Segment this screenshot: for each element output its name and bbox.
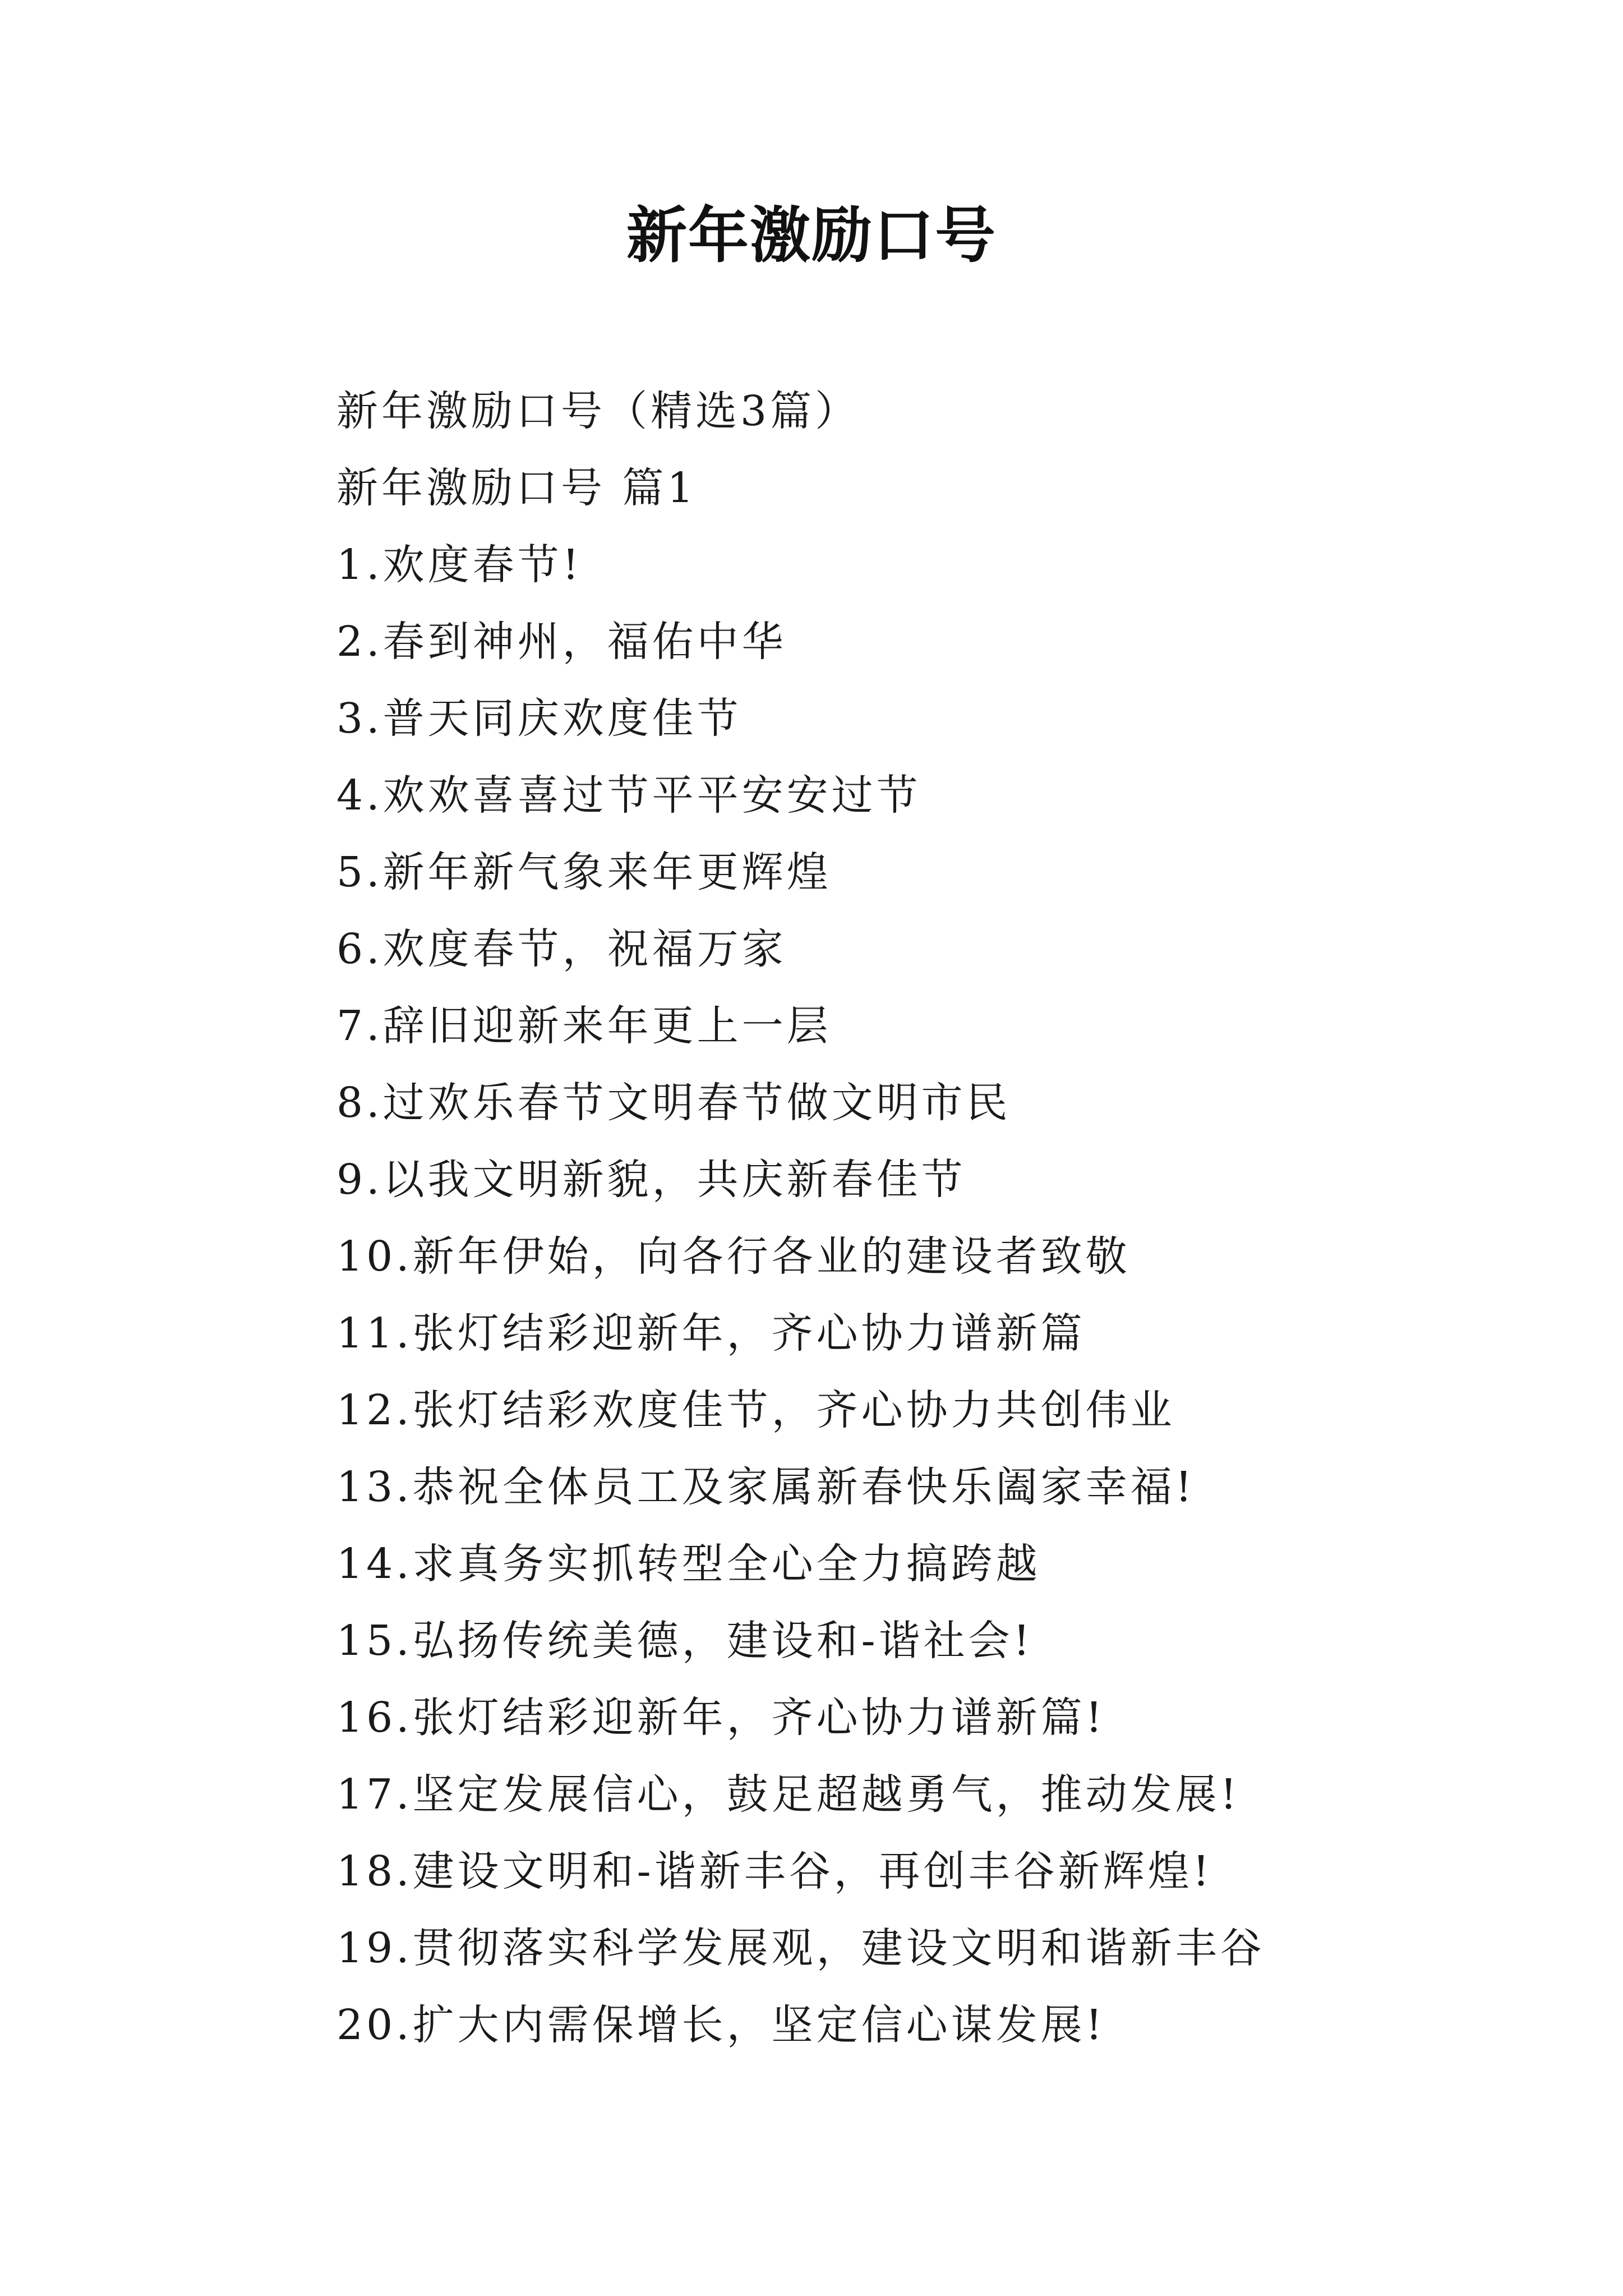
- slogan-item: 20.扩大内需保增长，坚定信心谋发展!: [336, 2001, 1106, 2049]
- document-title: 新年激励口号: [626, 200, 997, 271]
- slogan-item: 11.张灯结彩迎新年，齐心协力谱新篇: [336, 1309, 1086, 1358]
- slogan-item: 13.恭祝全体员工及家属新春快乐阖家幸福!: [336, 1463, 1196, 1511]
- slogan-item: 9.以我文明新貌，共庆新春佳节: [336, 1156, 966, 1204]
- slogan-item: 15.弘扬传统美德，建设和-谐社会!: [336, 1617, 1034, 1665]
- slogan-item: 7.辞旧迎新来年更上一层: [336, 1002, 832, 1050]
- slogan-item: 2.春到神州，福佑中华: [336, 618, 787, 666]
- section-heading: 新年激励口号 篇1: [336, 464, 697, 512]
- slogan-item: 4.欢欢喜喜过节平平安安过节: [336, 771, 921, 820]
- slogan-item: 12.张灯结彩欢度佳节，齐心协力共创伟业: [336, 1386, 1175, 1434]
- slogan-item: 6.欢度春节，祝福万家: [336, 925, 787, 973]
- slogan-item: 5.新年新气象来年更辉煌: [336, 848, 832, 896]
- document-body: [336, 373, 1458, 2064]
- slogan-item: 16.张灯结彩迎新年，齐心协力谱新篇!: [336, 1694, 1106, 1742]
- document-subtitle: 新年激励口号（精选3篇）: [336, 387, 860, 435]
- slogan-item: 14.求真务实抓转型全心全力搞跨越: [336, 1540, 1041, 1588]
- slogan-item: 18.建设文明和-谐新丰谷，再创丰谷新辉煌!: [336, 1847, 1213, 1895]
- slogan-item: 19.贯彻落实科学发展观，建设文明和谐新丰谷: [336, 1924, 1265, 1972]
- slogan-item: 10.新年伊始，向各行各业的建设者致敬: [336, 1232, 1131, 1281]
- slogan-item: 8.过欢乐春节文明春节做文明市民: [336, 1079, 1011, 1127]
- slogan-item: 17.坚定发展信心，鼓足超越勇气，推动发展!: [336, 1770, 1241, 1819]
- slogan-item: 3.普天同庆欢度佳节: [336, 694, 742, 743]
- slogan-item: 1.欢度春节!: [336, 541, 583, 589]
